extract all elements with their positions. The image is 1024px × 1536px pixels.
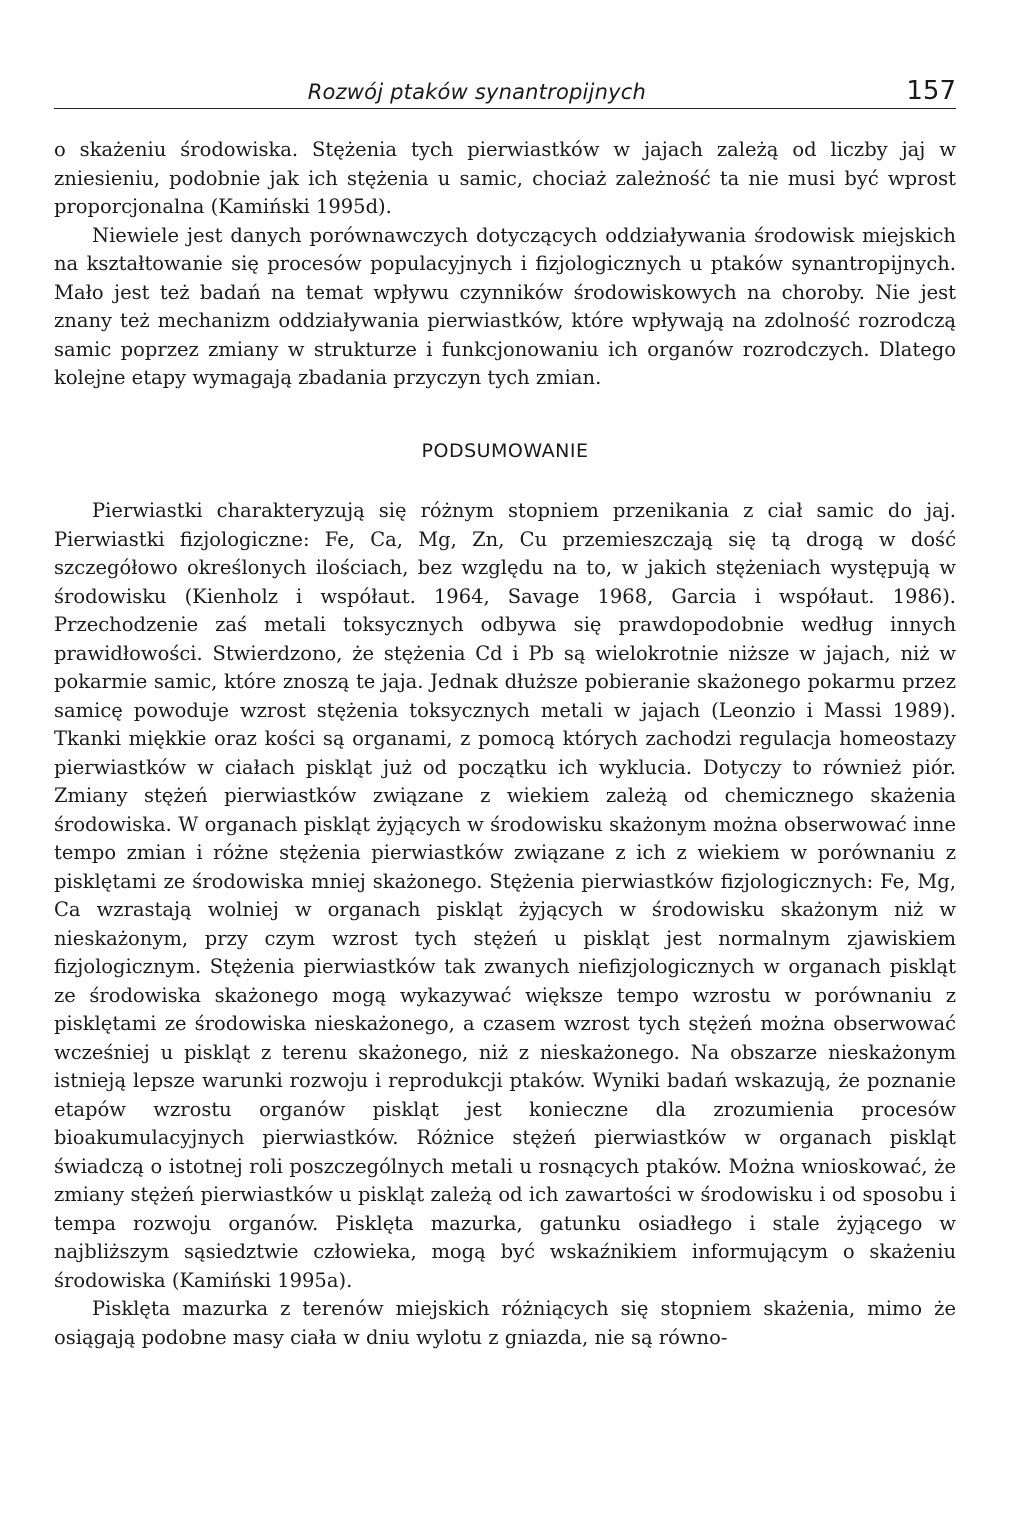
body-text [54, 136, 956, 1352]
section-heading: PODSUMOWANIE [421, 439, 589, 462]
paragraph-summary: Pierwiastki charakteryzują się różnym stopniem przenikania z ciał samic do jaj. Pierwiastki fizjologiczne: Fe, Ca, Mg, Zn, Cu przemieszczają się tą drogą w dość szczegółowo określonych ilościach, bez względu na to, w jakich stężeniach występują w środowisku (Kienholz i współaut. 1964, Savage 1968, Garcia i współaut. 1986). Przechodzenie zaś metali toksycznych odbywa się prawdopodobnie według innych prawidłowości. Stwierdzono, że stężenia Cd i Pb są wielokrotnie niższe w jajach, niż w pokarmie samic, które znoszą te jaja. Jednak dłuższe pobieranie skażonego pokarmu przez samicę powoduje wzrost stężenia toksycznych metali w jajach (Leonzio i Massi 1989). Tkanki miękkie oraz kości są organami, z pomocą których zachodzi regulacja homeostazy pierwiastków w ciałach piskląt już od początku ich wyklucia. Dotyczy to również piór. Zmiany stężeń pierwiastków związane z wiekiem zależą od chemicznego skażenia środowiska. W organach piskląt żyjących w środowisku skażonym można obserwować inne tempo zmian i różne stężenia pierwiastków związane z ich z wiekiem w porównaniu z pisklętami ze środowiska mniej skażonego. Stężenia pierwiastków fizjologicznych: Fe, Mg, Ca wzrastają wolniej w organach piskląt żyjących w środowisku skażonym niż w nieskażonym, przy czym wzrost tych stężeń u piskląt jest normalnym zjawiskiem fizjologicznym. Stężenia pierwiastków tak zwanych niefizjologicznych w organach piskląt ze środowiska skażonego mogą wykazywać większe tempo wzrostu w porównaniu z pisklętami ze środowiska nieskażonego, a czasem wzrost tych stężeń można obserwować wcześniej u piskląt z terenu skażonego, niż z nieskażonego. Na obszarze nieskażonym istnieją lepsze warunki rozwoju i reprodukcji ptaków. Wyniki badań wskazują, że poznanie etapów wzrostu organów piskląt jest konieczne dla zrozumienia procesów bioakumulacyjnych pierwiastków. Różnice stężeń pierwiastków w organach piskląt świadczą o istotnej roli poszczególnych metali u rosnących ptaków. Można wnioskować, że zmiany stężeń pierwiastków u piskląt zależą od ich zawartości w środowisku i od sposobu i tempa rozwoju organów. Pisklęta mazurka, gatunku osiadłego i stale żyjącego w najbliższym sąsiedztwie człowieka, mogą być wskaźnikiem informującym o skażeniu środowiska (Kamiński 1995a). [54, 499, 956, 1292]
paragraph-final: Pisklęta mazurka z terenów miejskich różniących się stopniem skażenia, mimo że osiągają podobne masy ciała w dniu wylotu z gniazda, nie są równo- [54, 1297, 956, 1349]
paragraph-research-gaps: Niewiele jest danych porównawczych dotyczących oddziaływania środowisk miejskich na kształtowanie się procesów populacyjnych i fizjologicznych u ptaków synantropijnych. Mało jest też badań na temat wpływu czynników środowiskowych na choroby. Nie jest znany też mechanizm oddziaływania pierwiastków, które wpływają na zdolność rozrodczą samic poprzez zmiany w strukturze i funkcjonowaniu ich organów rozrodczych. Dlatego kolejne etapy wymagają zbadania przyczyn tych zmian. [54, 223, 956, 389]
page-number: 157 [906, 76, 956, 106]
running-header [54, 78, 956, 109]
running-title: Rozwój ptaków synantropijnych [307, 80, 646, 104]
paragraph-continuation: o skażeniu środowiska. Stężenia tych pierwiastków w jajach zależą od liczby jaj w zniesieniu, podobnie jak ich stężenia u samic, chociaż zależność ta nie musi być wprost proporcjonalna (Kamiński 1995d). [54, 138, 956, 218]
